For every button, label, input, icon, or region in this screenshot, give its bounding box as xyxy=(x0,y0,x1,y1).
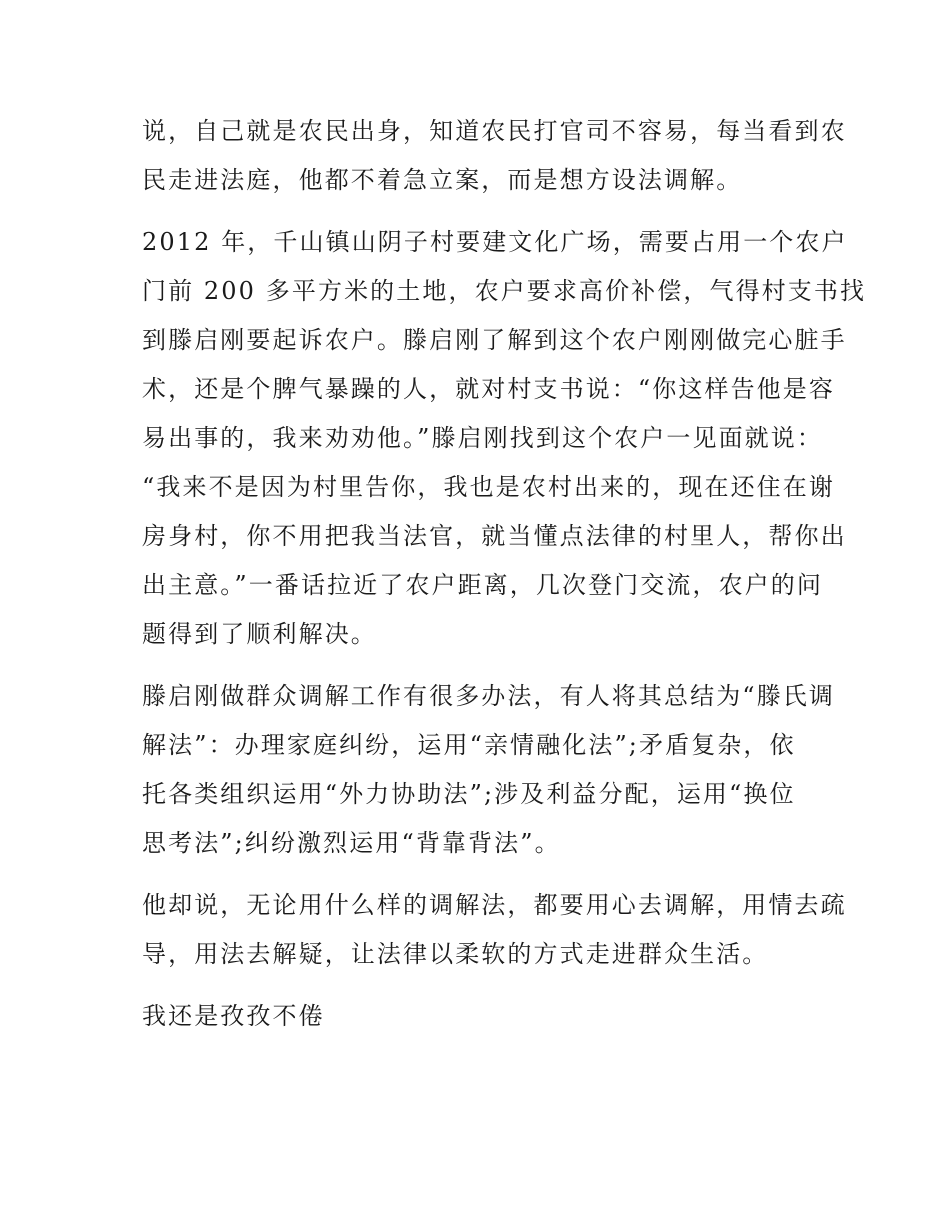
text-line: 2012 年，千山镇山阴子村要建文化广场，需要占用一个农户 xyxy=(142,228,848,256)
text-line: 门前 200 多平方米的土地，农户要求高价补偿，气得村支书找 xyxy=(142,277,867,305)
text-line: 他却说，无论用什么样的调解法，都要用心去调解，用情去疏 xyxy=(142,891,847,919)
text-line: 题得到了顺利解决。 xyxy=(142,620,377,648)
text-line: 托各类组织运用“外力协助法”;涉及利益分配，运用“换位 xyxy=(142,780,796,808)
text-line: 术，还是个脾气暴躁的人，就对村支书说：“你这样告他是容 xyxy=(142,375,835,403)
paragraph xyxy=(142,881,847,979)
text-line: 到滕启刚要起诉农户。滕启刚了解到这个农户刚刚做完心脏手 xyxy=(142,326,847,354)
paragraph xyxy=(142,672,835,868)
text-line: 出主意。”一番话拉近了农户距离，几次登门交流，农户的问 xyxy=(142,571,823,599)
text-line: 解法”：办理家庭纠纷，运用“亲情融化法”;矛盾复杂，依 xyxy=(142,731,796,759)
text-line: 说，自己就是农民出身，知道农民打官司不容易，每当看到农 xyxy=(142,117,847,145)
text-line: 导，用法去解疑，让法律以柔软的方式走进群众生活。 xyxy=(142,940,769,968)
text-line: “我来不是因为村里告你，我也是农村出来的，现在还住在谢 xyxy=(142,473,835,501)
text-line: 民走进法庭，他都不着急立案，而是想方设法调解。 xyxy=(142,166,743,194)
text-line: 易出事的，我来劝劝他。”滕启刚找到这个农户一见面就说： xyxy=(142,424,823,452)
text-line: 房身村，你不用把我当法官，就当懂点法律的村里人，帮你出 xyxy=(142,522,847,550)
paragraph xyxy=(142,218,867,659)
text-line: 我还是孜孜不倦 xyxy=(142,1002,325,1030)
text-line: 思考法”;纠纷激烈运用“背靠背法”。 xyxy=(142,829,561,857)
text-line: 滕启刚做群众调解工作有很多办法，有人将其总结为“滕氏调 xyxy=(142,682,835,710)
paragraph xyxy=(142,107,847,205)
paragraph xyxy=(142,992,814,1041)
document-body xyxy=(142,107,867,1041)
